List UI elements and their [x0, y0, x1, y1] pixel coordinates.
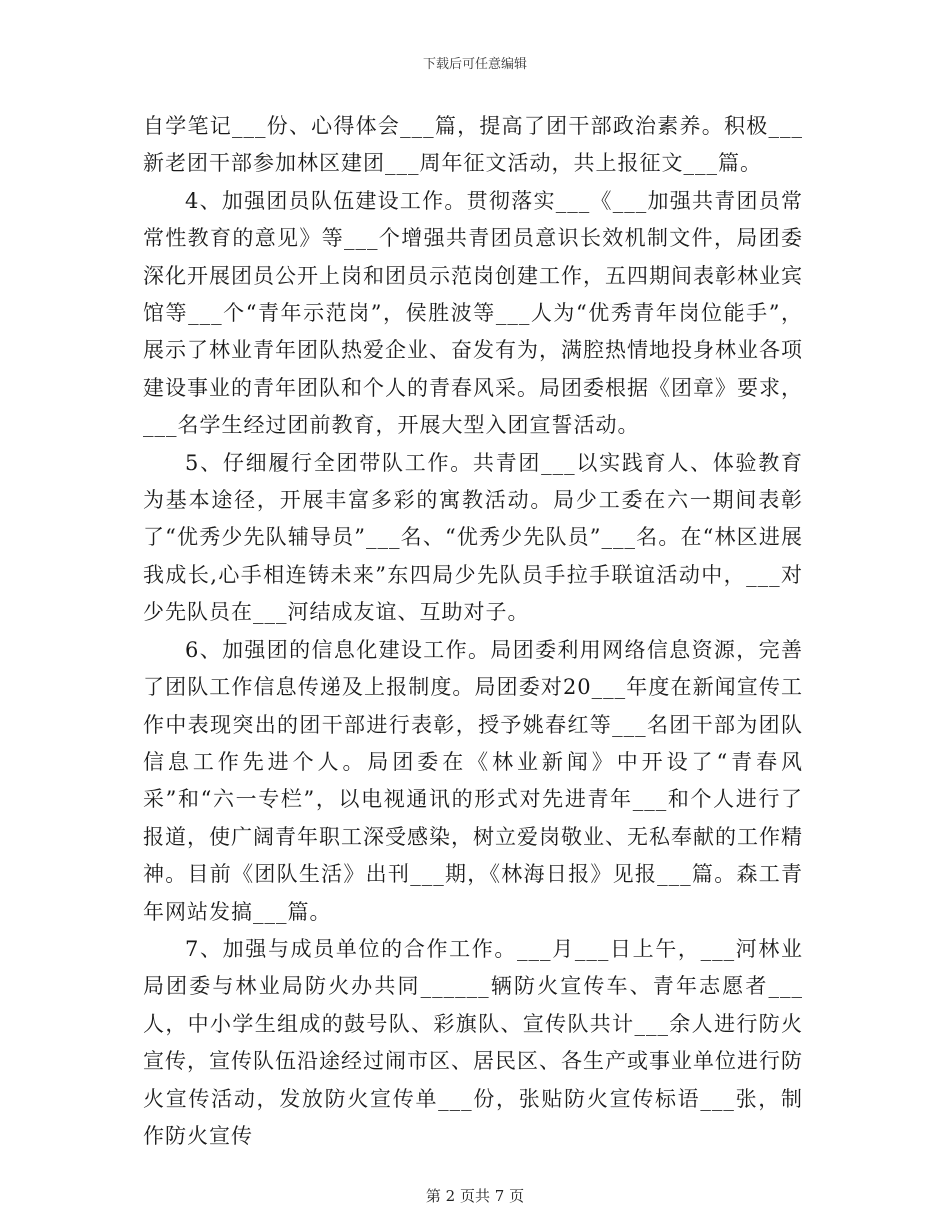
- page-footer: 第 2 页共 7 页: [425, 1187, 525, 1205]
- paragraph-item-5: 5、仔细履行全团带队工作。共青团___以实践育人、体验教育为基本途径，开展丰富多彩的寓教活动。局少工委在六一期间表彰了“优秀少先队辅导员”___名、“优秀少先队员”___名。在“林区进展我成长,心手相连铸未来”东四局少先队员手拉手联谊活动中，___对少先队员在___河结成友谊、互助对子。: [143, 450, 803, 625]
- paragraph-item-4: 4、加强团员队伍建设工作。贯彻落实___《___加强共青团员常常性教育的意见》等___个增强共青团员意识长效机制文件，局团委深化开展团员公开上岗和团员示范岗创建工作，五四期间表彰林业宾馆等___个“青年示范岗”，侯胜波等___人为“优秀青年岗位能手”，展示了林业青年团队热爱企业、奋发有为，满腔热情地投身林业各项建设事业的青年团队和个人的青春风采。局团委根据《团章》要求，___名学生经过团前教育，开展大型入团宣誓活动。: [143, 188, 803, 438]
- paragraph-item-7: 7、加强与成员单位的合作工作。___月___日上午，___河林业局团委与林业局防火办共同______辆防火宣传车、青年志愿者___人，中小学生组成的鼓号队、彩旗队、宣传队共计___余人进行防火宣传，宣传队伍沿途经过闹市区、居民区、各生产或事业单位进行防火宣传活动，发放防火宣传单___份，张贴防火宣传标语___张，制作防火宣传: [143, 936, 803, 1148]
- paragraph-item-6: 6、加强团的信息化建设工作。局团委利用网络信息资源，完善了团队工作信息传递及上报制度。局团委对20___年度在新闻宣传工作中表现突出的团干部进行表彰，授予姚春红等___名团干部为团队信息工作先进个人。局团委在《林业新闻》中开设了“青春风采”和“六一专栏”，以电视通讯的形式对先进青年___和个人进行了报道，使广阔青年职工深受感染，树立爱岗敬业、无私奉献的工作精神。目前《团队生活》出刊___期，《林海日报》见报___篇。森工青年网站发搞___篇。: [143, 637, 803, 924]
- document-body: [143, 108, 803, 1155]
- paragraph-continuation: 自学笔记___份、心得体会___篇，提高了团干部政治素养。积极___新老团干部参加林区建团___周年征文活动，共上报征文___篇。: [143, 114, 803, 176]
- page-header: 下载后可任意编辑: [422, 57, 527, 72]
